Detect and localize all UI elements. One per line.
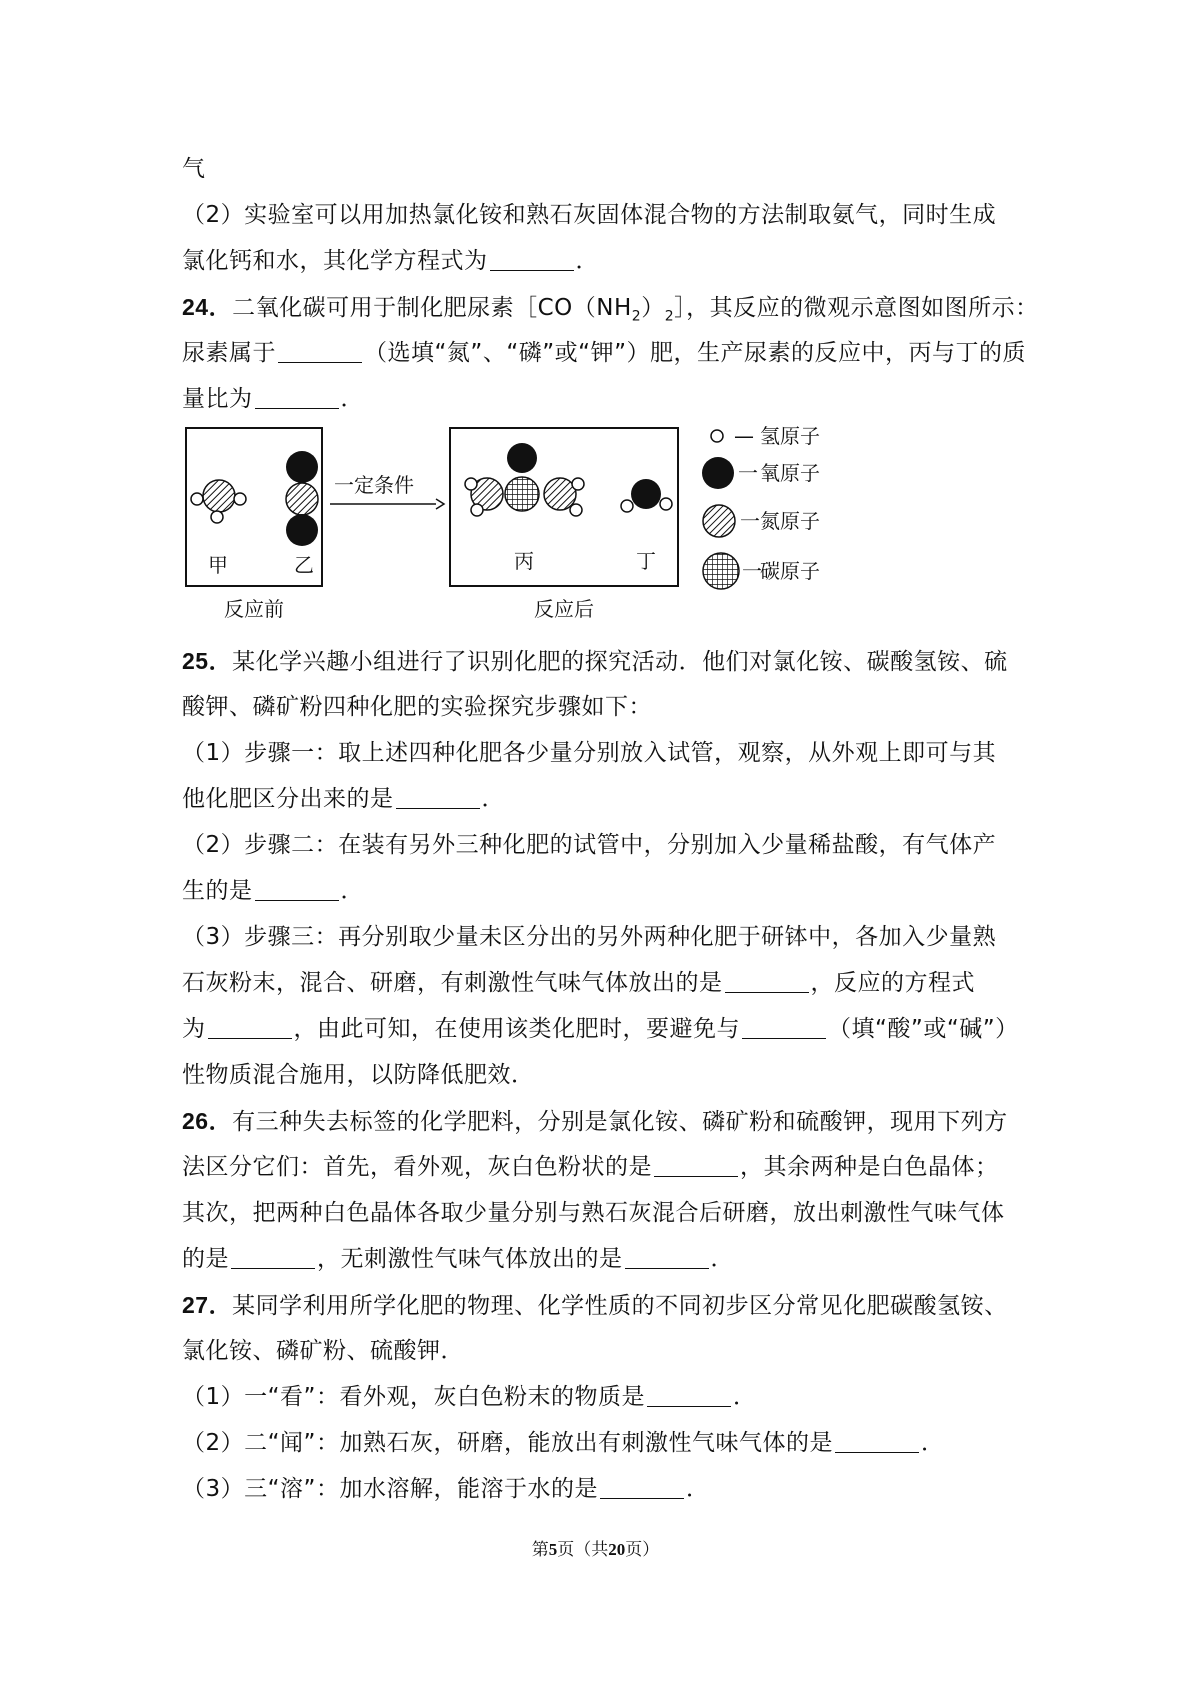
text-line: 为 ，由此可知，在使用该类化肥时，要避免与 （填“酸”或“碱”） — [182, 1016, 1019, 1042]
answer-blank[interactable] — [725, 968, 809, 993]
answer-blank[interactable] — [278, 338, 362, 363]
text-line: （1）一“看”：看外观，灰白色粉末的物质是 ． — [182, 1384, 757, 1410]
label-jia: 甲 — [208, 553, 228, 577]
page-footer: 第5页（共20页） — [531, 1540, 660, 1560]
nitrogen-atom — [286, 483, 318, 515]
text-line: 酸钾、磷矿粉四种化肥的实验探究步骤如下： — [182, 694, 652, 720]
question-number: 26． — [182, 1108, 233, 1134]
answer-blank[interactable] — [208, 1014, 292, 1039]
text-line: 石灰粉末，混合、研磨，有刺激性气味气体放出的是 ，反应的方程式 — [182, 970, 975, 996]
text-line: （2）二“闻”：加熟石灰，研磨，能放出有刺激性气味气体的是 ． — [182, 1430, 945, 1456]
answer-blank[interactable] — [625, 1244, 709, 1269]
legend-nitrogen-icon — [703, 505, 735, 537]
answer-blank[interactable] — [396, 784, 480, 809]
page-content — [182, 146, 1039, 1512]
question-24-line: 24．二氧化碳可用于制化肥尿素$[CO(NH_2)_2]$，其反应的微观示意图如图所示： — [182, 294, 1039, 325]
answer-blank[interactable] — [742, 1014, 826, 1039]
label-before: 反应前 — [224, 597, 284, 621]
text-line: 尿素属于 （选填“氮”、“磷”或“钾”）肥，生产尿素的反应中，丙与丁的质 — [182, 340, 1026, 366]
text-line: 其次，把两种白色晶体各取少量分别与熟石灰混合后研磨，放出刺激性气味气体 — [182, 1200, 1005, 1226]
question-number: 27． — [182, 1292, 233, 1318]
text-line: 气 — [182, 156, 206, 182]
question-25-line: 25．某化学兴趣小组进行了识别化肥的探究活动．他们对氯化铵、碳酸氢铵、硫 — [182, 648, 1008, 675]
page-number: 5 — [548, 1540, 558, 1559]
label-bing: 丙 — [514, 549, 534, 573]
text-line: （2）实验室可以用加热氯化铵和熟石灰固体混合物的方法制取氨气，同时生成 — [182, 202, 997, 228]
legend-oxygen-label: 氧原子 — [760, 461, 820, 485]
reaction-diagram — [182, 424, 1012, 638]
hydrogen-atom — [572, 478, 584, 490]
legend-oxygen-icon — [702, 457, 734, 489]
hydrogen-atom — [234, 493, 246, 505]
text-line: （3）步骤三：再分别取少量未区分出的另外两种化肥于研钵中，各加入少量熟 — [182, 924, 997, 950]
text-line: 法区分它们：首先，看外观，灰白色粉状的是 ，其余两种是白色晶体； — [182, 1154, 999, 1180]
oxygen-atom — [286, 514, 318, 546]
svg-text:一: 一 — [740, 509, 760, 533]
hydrogen-atom — [621, 500, 633, 512]
question-27-line: 27．某同学利用所学化肥的物理、化学性质的不同初步区分常见化肥碳酸氢铵、 — [182, 1292, 1008, 1319]
question-number: 25． — [182, 648, 233, 674]
oxygen-atom — [286, 451, 318, 483]
text-line: 氯化钙和水，其化学方程式为 ． — [182, 248, 599, 274]
hydrogen-atom — [191, 493, 203, 505]
oxygen-atom — [631, 479, 661, 509]
label-ding: 丁 — [636, 549, 656, 573]
label-after: 反应后 — [534, 597, 594, 621]
question-number: 24． — [182, 294, 233, 320]
legend-nitrogen-label: 氮原子 — [760, 509, 820, 533]
answer-blank[interactable] — [600, 1474, 684, 1499]
text-line: 氯化铵、磷矿粉、硫酸钾． — [182, 1338, 464, 1364]
hydrogen-atom — [660, 498, 672, 510]
reaction-diagram-svg — [182, 424, 1012, 638]
answer-blank[interactable] — [231, 1244, 315, 1269]
text-line: 性物质混合施用，以防降低肥效． — [182, 1062, 535, 1088]
legend-hydrogen-icon — [711, 430, 723, 442]
legend-hydrogen-label: 氢原子 — [760, 424, 820, 448]
text-line: 的是 ，无刺激性气味气体放出的是 ． — [182, 1246, 734, 1272]
text-line: 他化肥区分出来的是 ． — [182, 786, 505, 812]
oxygen-atom — [507, 443, 537, 473]
text-line: 生的是 ． — [182, 878, 364, 904]
hydrogen-atom — [471, 504, 483, 516]
hydrogen-atom — [465, 478, 477, 490]
answer-blank[interactable] — [647, 1382, 731, 1407]
condition-label: 一定条件 — [334, 473, 414, 497]
label-yi: 乙 — [294, 553, 314, 577]
hydrogen-atom — [211, 511, 223, 523]
hydrogen-atom — [570, 504, 582, 516]
nitrogen-atom — [544, 478, 576, 510]
answer-blank[interactable] — [654, 1152, 738, 1177]
question-26-line: 26．有三种失去标签的化学肥料，分别是氯化铵、磷矿粉和硫酸钾，现用下列方 — [182, 1108, 1008, 1135]
text-line: （2）步骤二：在装有另外三种化肥的试管中，分别加入少量稀盐酸，有气体产 — [182, 832, 997, 858]
text-line: （3）三“溶”：加水溶解，能溶于水的是 ． — [182, 1476, 710, 1502]
text-line: 量比为 ． — [182, 386, 364, 412]
arrow-head — [436, 499, 444, 509]
svg-text:—: — — [734, 424, 754, 448]
carbon-atom — [505, 477, 539, 511]
svg-text:一: 一 — [738, 461, 758, 485]
page-total: 20 — [608, 1540, 626, 1559]
answer-blank[interactable] — [835, 1428, 919, 1453]
nitrogen-atom — [203, 480, 235, 512]
answer-blank[interactable] — [255, 876, 339, 901]
answer-blank[interactable] — [255, 384, 339, 409]
text-line: （1）步骤一：取上述四种化肥各少量分别放入试管，观察，从外观上即可与其 — [182, 740, 997, 766]
legend-carbon-label: 碳原子 — [760, 559, 820, 583]
answer-blank[interactable] — [490, 246, 574, 271]
svg-text:一: 一 — [742, 559, 762, 583]
legend-carbon-icon — [703, 553, 739, 589]
